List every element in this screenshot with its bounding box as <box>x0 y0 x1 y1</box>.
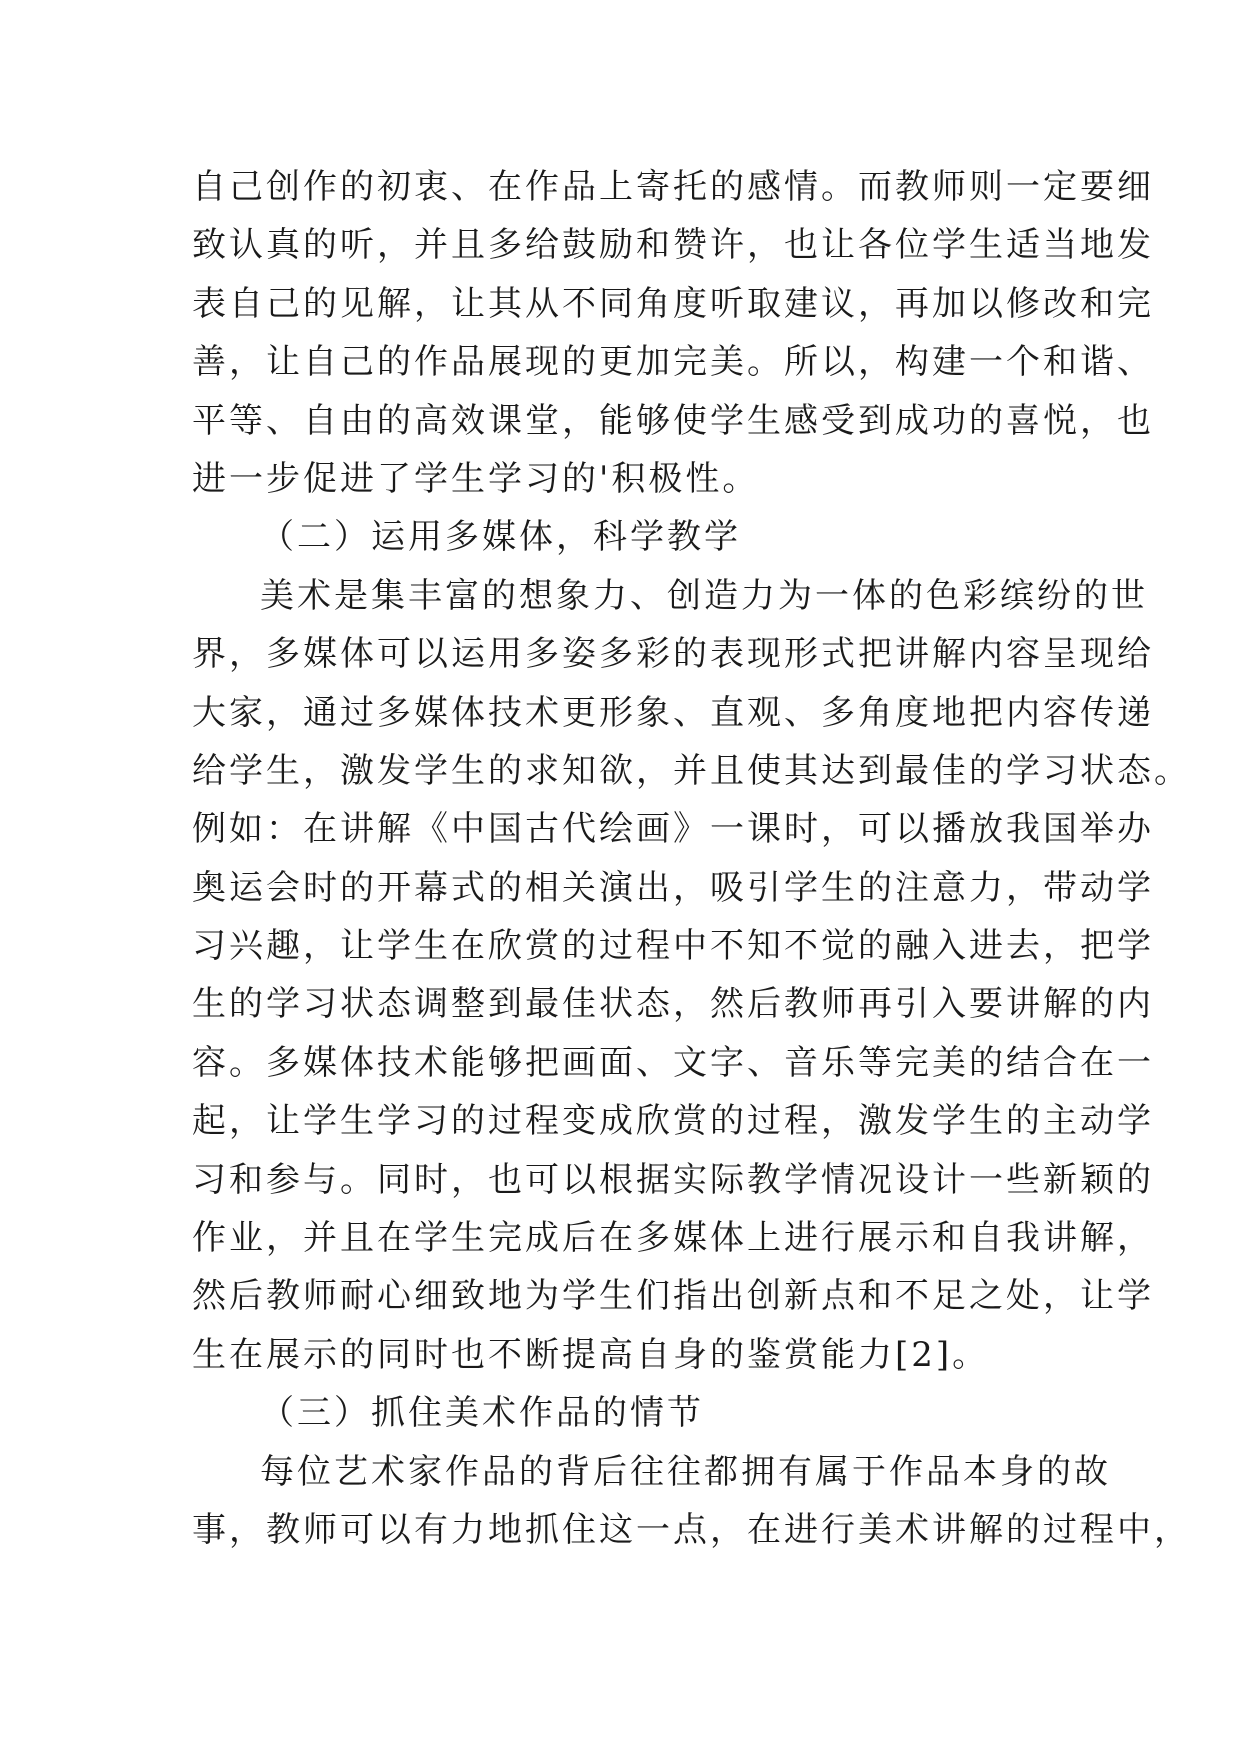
text-line: 致认真的听，并且多给鼓励和赞许，也让各位学生适当地发 <box>192 225 1154 266</box>
text-line: 界，多媒体可以运用多姿多彩的表现形式把讲解内容呈现给 <box>192 634 1154 675</box>
text-line: 平等、自由的高效课堂，能够使学生感受到成功的喜悦，也 <box>192 400 1154 441</box>
document-body <box>192 158 1191 1559</box>
text-line: 例如：在讲解《中国古代绘画》一课时，可以播放我国举办 <box>192 809 1154 850</box>
section-heading: （二）运用多媒体，科学教学 <box>260 517 741 558</box>
text-line: 奥运会时的开幕式的相关演出，吸引学生的注意力，带动学 <box>192 867 1154 908</box>
text-line: 美术是集丰富的想象力、创造力为一体的色彩缤纷的世 <box>260 575 1148 616</box>
section-heading: （三）抓住美术作品的情节 <box>260 1393 704 1434</box>
text-line: 每位艺术家作品的背后往往都拥有属于作品本身的故 <box>260 1451 1111 1492</box>
text-line: 习和参与。同时，也可以根据实际教学情况设计一些新颖的 <box>192 1159 1154 1200</box>
text-line: 表自己的见解，让其从不同角度听取建议，再加以修改和完 <box>192 283 1154 324</box>
text-line: 然后教师耐心细致地为学生们指出创新点和不足之处，让学 <box>192 1276 1154 1317</box>
text-line: 起，让学生学习的过程变成欣赏的过程，激发学生的主动学 <box>192 1101 1154 1142</box>
text-line: 生的学习状态调整到最佳状态，然后教师再引入要讲解的内 <box>192 984 1154 1025</box>
text-line: 容。多媒体技术能够把画面、文字、音乐等完美的结合在一 <box>192 1042 1154 1083</box>
text-line: 自己创作的初衷、在作品上寄托的感情。而教师则一定要细 <box>192 167 1154 207</box>
text-line: 生在展示的同时也不断提高自身的鉴赏能力[2]。 <box>192 1334 990 1375</box>
text-line: 进一步促进了学生学习的'积极性。 <box>192 458 760 499</box>
text-line: 大家，通过多媒体技术更形象、直观、多角度地把内容传递 <box>192 692 1154 733</box>
text-line: 作业，并且在学生完成后在多媒体上进行展示和自我讲解， <box>192 1218 1154 1259</box>
text-line: 习兴趣，让学生在欣赏的过程中不知不觉的融入进去，把学 <box>192 926 1154 967</box>
text-line: 事，教师可以有力地抓住这一点，在进行美术讲解的过程中， <box>192 1509 1191 1550</box>
text-line: 给学生，激发学生的求知欲，并且使其达到最佳的学习状态。 <box>192 750 1191 791</box>
text-line: 善，让自己的作品展现的更加完美。所以，构建一个和谐、 <box>192 342 1154 383</box>
